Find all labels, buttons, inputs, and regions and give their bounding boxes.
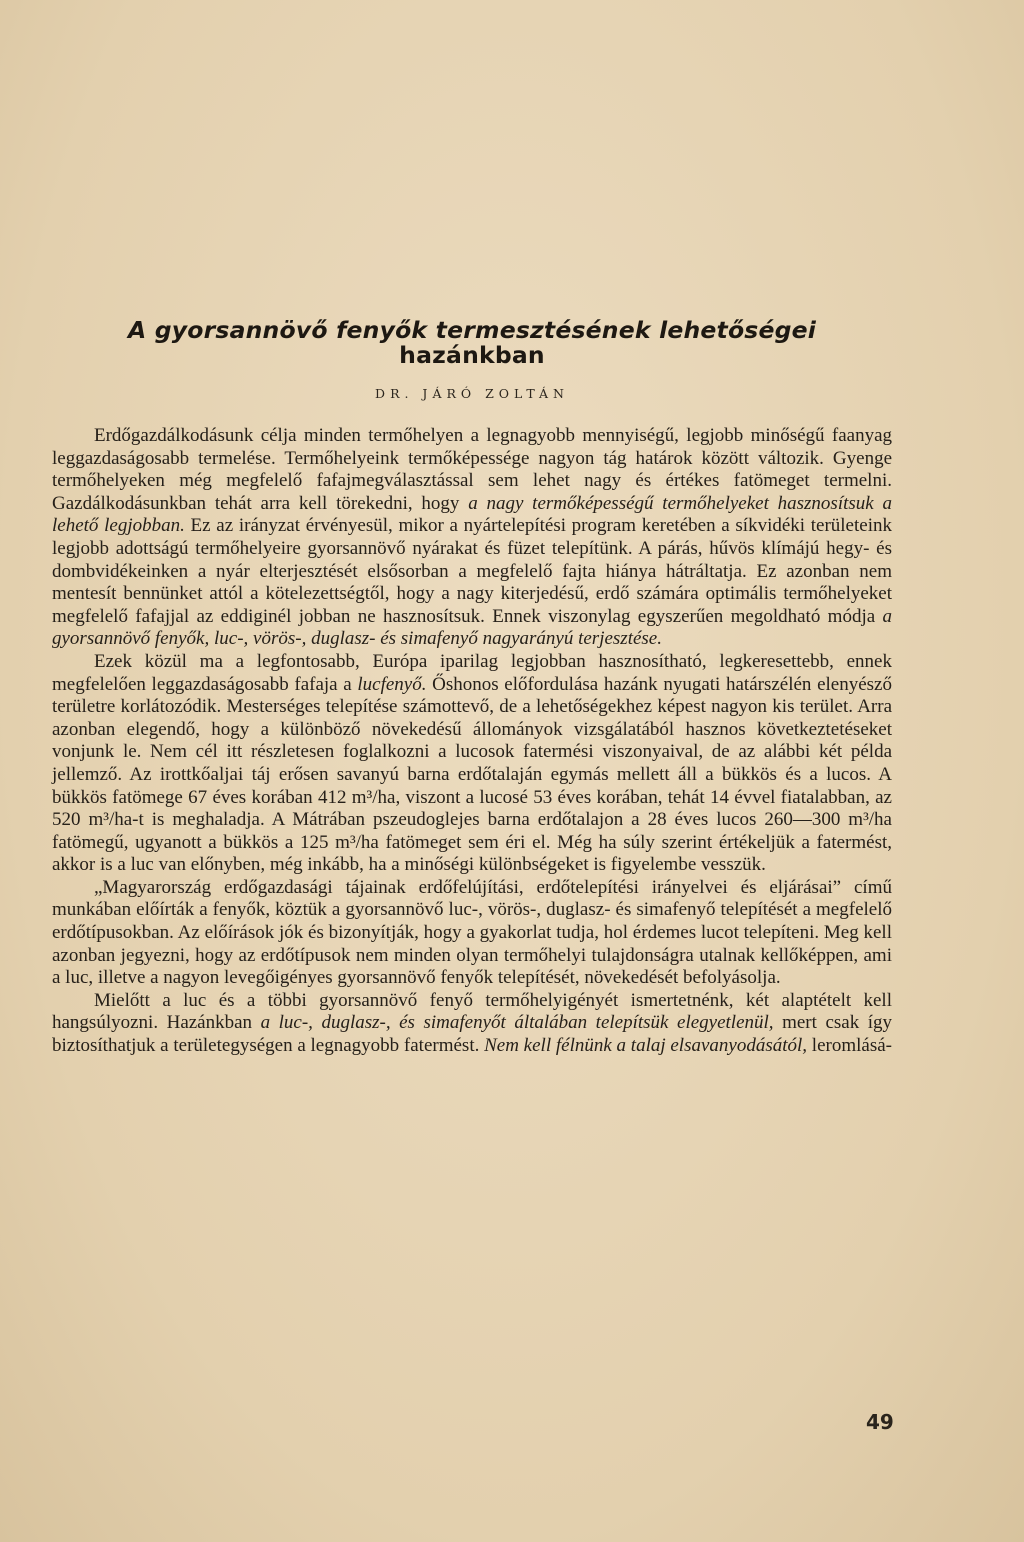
page-number: 49	[866, 1410, 894, 1434]
article-author: DR. JÁRÓ ZOLTÁN	[375, 386, 569, 401]
article-title-line-1: A gyorsannövő fenyők termesztésének lehetőségei	[127, 316, 817, 344]
paragraph-4: Mielőtt a luc és a többi gyorsannövő fenyő termőhelyigényét ismertetnénk, két alaptételt kell hangsúlyozni. Hazánkban a luc-, duglasz-, és simafenyőt általában telepítsük elegyetlenül, mert csak így biztosíthatjuk a területegységen a legnagyobb fatermést. Nem kell félnünk a talaj elsavanyodásától, leromlásá-	[52, 989, 893, 1057]
paragraph-2: Ezek közül ma a legfontosabb, Európa iparilag legjobban hasznosítható, legkeresettebb, ennek megfelelően leggazdaságosabb fafaja a lucfenyő. Őshonos előfordulása hazánk nyugati határszélén elenyésző területre korlátozódik. Mesterséges telepítése számottevő, de a lehetőségekhez képest nagyon kis terület. Arra azonban elegendő, hogy a különböző növekedésű állományok vizsgálatából hasznos következtetéseket vonjunk le. Nem cél itt részletesen foglalkozni a lucosok fatermési viszonyaival, de az alábbi két példa jellemző. Az irottkőaljai táj erősen savanyú barna erdőtalaján egymás mellett áll a bükkös és a lucos. A bükkös fatömege 67 éves korában 412 m³/ha, viszont a lucosé 53 éves korában, tehát 14 évvel fiatalabban, az 520 m³/ha-t is meghaladja. A Mátrában pszeudoglejes barna erdőtalajon a 28 éves lucos 260—300 m³/ha fatömegű, ugyanott a bükkös a 125 m³/ha fatömeget sem éri el. Még ha súly szerint értékeljük a fatermést, akkor is a luc van előnyben, még inkább, ha a minőségi különbségeket is figyelembe vesszük.	[52, 650, 892, 876]
article-body	[52, 425, 892, 1058]
article	[52, 318, 892, 1058]
paragraph-3: „Magyarország erdőgazdasági tájainak erdőfelújítási, erdőtelepítési irányelvei és eljárásai” című munkában előírták a fenyők, köztük a gyorsannövő luc-, vörös-, duglasz- és simafenyő telepítését a megfelelő erdőtípusokban. Az előírások jók és bizonyítják, hogy a gyakorlat tudja, hol érdemes lucot telepíteni. Meg kell azonban jegyezni, hogy az erdőtípusok nem minden olyan termőhelyi tulajdonságra utalnak kellőképpen, ami a luc, illetve a nagyon levegőigényes gyorsannövő fenyők telepítését, növekedését befolyásolja.	[52, 876, 892, 989]
article-title	[52, 318, 892, 368]
article-title-line-2: hazánkban	[399, 341, 545, 369]
paragraph-1: Erdőgazdálkodásunk célja minden termőhelyen a legnagyobb mennyiségű, legjobb minőségű faanyag leggazdaságosabb termelése. Termőhelyeink termőképessége nagyon tág határok között változik. Gyenge termőhelyeken még megfelelő fafajmegválasztással sem lehet nagy és értékes fatömeget termelni. Gazdálkodásunkban tehát arra kell törekedni, hogy a nagy termőképességű termőhelyeket hasznosítsuk a lehető legjobban. Ez az irányzat érvényesül, mikor a nyártelepítési program keretében a síkvidéki területeink legjobb adottságú termőhelyeire gyorsannövő nyárakat és füzet telepítünk. A párás, hűvös klímájú hegy- és dombvidékeinken a nyár elterjesztését elsősorban a megfelelő fajta hiánya hátráltatja. Ez azonban nem mentesít bennünket attól a kötelezettségtől, hogy a nagy kiterjedésű, erdő számára optimális termőhelyeket megfelelő fafajjal az eddiginél jobban ne hasznosítsuk. Ennek viszonylag egyszerűen megoldható módja a gyorsannövő fenyők, luc-, vörös-, duglasz- és simafenyő nagyarányú terjesztése.	[52, 425, 892, 650]
